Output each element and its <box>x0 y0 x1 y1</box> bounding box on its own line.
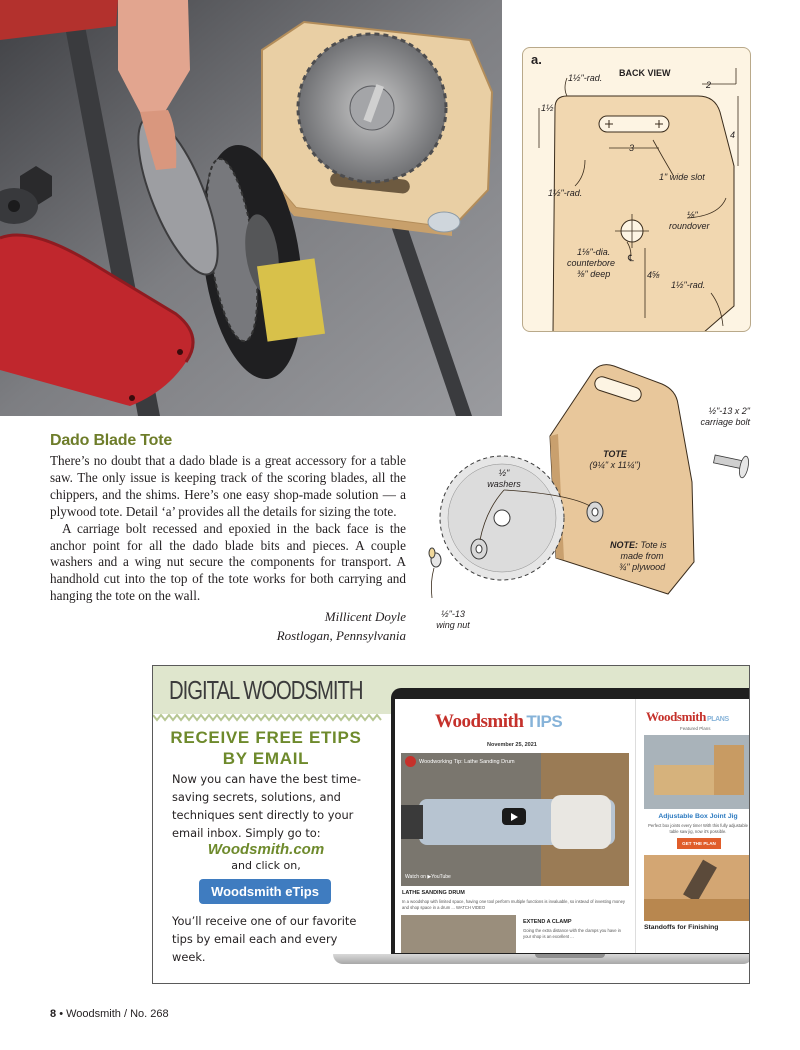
washers-label-2: washers <box>487 479 521 489</box>
corner-width-label: 2 <box>706 80 712 90</box>
top-radius-label: 1½"-rad. <box>568 73 603 83</box>
back-view-detail <box>522 47 751 332</box>
box-joint-jig-illustration <box>644 735 750 809</box>
roundover-label-2: roundover <box>669 221 710 231</box>
article-paragraph-2: A carriage bolt recessed and epoxied in the back face is the anchor point for all the dado blade bits and pieces. A couple washers and a wing nut secure the components for transport. A handhold cut into the top of the tote works for both carrying and hanging the tote on the wall. <box>50 520 406 604</box>
back-view-drawing <box>523 48 751 332</box>
tote-label-2: (9¼" x 11¼") <box>589 460 641 470</box>
extend-clamp-text: Going the extra distance with the clamps you have in your shop is an excellent ... <box>523 928 621 939</box>
ad-footer-text: You’ll receive one of our favorite tips by email each and every week. <box>172 914 357 964</box>
table-saw-illustration <box>0 0 502 416</box>
ad-body-text: Now you can have the best time-saving secrets, solutions, and techniques sent directly to your email inbox. Simply go to: <box>172 772 362 840</box>
tips-logo-tips: TIPS <box>526 712 563 731</box>
tips-date: November 25, 2021 <box>487 742 537 748</box>
box-joint-jig-image <box>644 735 750 809</box>
wing-nut-label-2: wing nut <box>436 620 470 630</box>
footer-bullet: • <box>59 1008 64 1020</box>
author-location: Rostlogan, Pennsylvania <box>276 628 406 644</box>
note-line-1: Tote is <box>638 540 667 550</box>
play-icon[interactable] <box>502 808 526 825</box>
slot-width-label: 3 <box>629 143 635 153</box>
watch-on-youtube[interactable]: Watch on ▶YouTube <box>405 874 451 880</box>
bottom-radius-label: 1½"-rad. <box>671 280 706 290</box>
standoffs-image <box>644 855 750 921</box>
etips-button[interactable]: Woodsmith eTips <box>199 879 331 904</box>
plans-logo-word: Woodsmith <box>646 709 706 724</box>
centerline-label: ℄ <box>628 253 634 263</box>
wing-nut-label-1: ½"-13 <box>441 609 465 619</box>
laptop-notch <box>535 954 605 958</box>
exploded-view-drawing <box>418 362 758 637</box>
tips-logo-word: Woodsmith <box>435 711 524 732</box>
ad-click-text: and click on, <box>231 859 301 872</box>
plans-subtitle: Featured Plans <box>680 726 711 731</box>
channel-avatar <box>405 756 416 767</box>
washers-label-1: ½" <box>498 468 510 478</box>
page-footer <box>50 1008 169 1020</box>
counterbore-label-3: ⅜" deep <box>577 269 611 279</box>
article-title: Dado Blade Tote <box>50 432 173 449</box>
left-height-label: 1½ <box>541 103 554 113</box>
tips-logo <box>435 711 562 733</box>
table-saw-photo <box>0 0 502 416</box>
detail-letter: a. <box>531 52 542 67</box>
ad-headline <box>163 727 369 769</box>
ad-headline-line-1: RECEIVE FREE ETIPS <box>170 728 362 747</box>
note-line-2: made from <box>620 551 664 561</box>
carriage-bolt <box>713 455 750 479</box>
ad-zigzag-border <box>153 714 383 722</box>
page-number: 8 <box>50 1008 57 1020</box>
publication-name: Woodsmith / No. 268 <box>66 1008 169 1020</box>
get-the-plan-button[interactable]: GET THE PLAN <box>677 838 721 849</box>
standoffs-illustration <box>644 855 750 921</box>
plan-2-title[interactable]: Standoffs for Finishing <box>644 924 719 931</box>
roundover-label-1: ⅛" <box>687 210 698 220</box>
left-radius-label: 1½"-rad. <box>548 188 583 198</box>
laptop-mockup <box>385 688 750 984</box>
extend-clamp-title: EXTEND A CLAMP <box>523 919 572 925</box>
counterbore-label-1: 1⅛"-dia. <box>577 247 611 257</box>
clamp-thumbnail <box>401 915 516 953</box>
ad-url-link[interactable]: Woodsmith.com <box>207 841 325 858</box>
right-height-label: 4 <box>730 130 736 140</box>
lathe-tip-text: In a woodshop with limited space, having one tool perform multiple functions is invaluable, so instead of investing money and shop space in a drum ... WATCH VIDEO <box>402 899 625 910</box>
ad-brand: DIGITAL WOODSMITH <box>169 675 363 705</box>
ad-headline-line-2: BY EMAIL <box>222 749 310 768</box>
video-title: Woodworking Tip: Lathe Sanding Drum <box>419 759 515 765</box>
washer-back <box>587 502 603 522</box>
tote-exploded-illustration <box>418 362 758 637</box>
video-player[interactable] <box>401 753 629 886</box>
article <box>50 432 406 645</box>
wing-nut <box>429 548 441 567</box>
plan-1-description: Perfect box joints every time! With this fully adjustable table saw jig, now it's possible. <box>648 823 748 834</box>
note-bold: NOTE: <box>610 540 638 550</box>
note-line-3: ¾" plywood <box>618 562 666 572</box>
article-paragraph-1: There’s no doubt that a dado blade is a great accessory for a table saw. The only issue is keeping track of the scoring blades, all the chippers, and the shims. Here’s one easy shop-made solution — a plywood tote. Detail ‘a’ provides all the details for sizing the tote. <box>50 453 406 519</box>
carriage-bolt-label-1: ½"-13 x 2" <box>708 406 750 416</box>
back-view-title: BACK VIEW <box>619 68 671 78</box>
washer-front <box>471 539 487 559</box>
plan-1-title[interactable]: Adjustable Box Joint Jig <box>658 813 738 820</box>
lathe-tip-title: LATHE SANDING DRUM <box>402 890 465 896</box>
tote-label-1: TOTE <box>603 449 627 459</box>
plans-logo <box>646 709 729 725</box>
bottom-height-label: 4⅝ <box>647 270 660 280</box>
digital-woodsmith-ad <box>152 665 750 984</box>
screen-divider <box>635 699 636 953</box>
carriage-bolt-label-2: carriage bolt <box>700 417 750 427</box>
plans-logo-plans: PLANS <box>706 716 729 723</box>
slot-label: 1" wide slot <box>659 172 705 182</box>
counterbore-label-2: counterbore <box>567 258 616 268</box>
author-name: Millicent Doyle <box>324 609 406 625</box>
note-label <box>610 540 667 550</box>
laptop-screen <box>395 699 750 953</box>
